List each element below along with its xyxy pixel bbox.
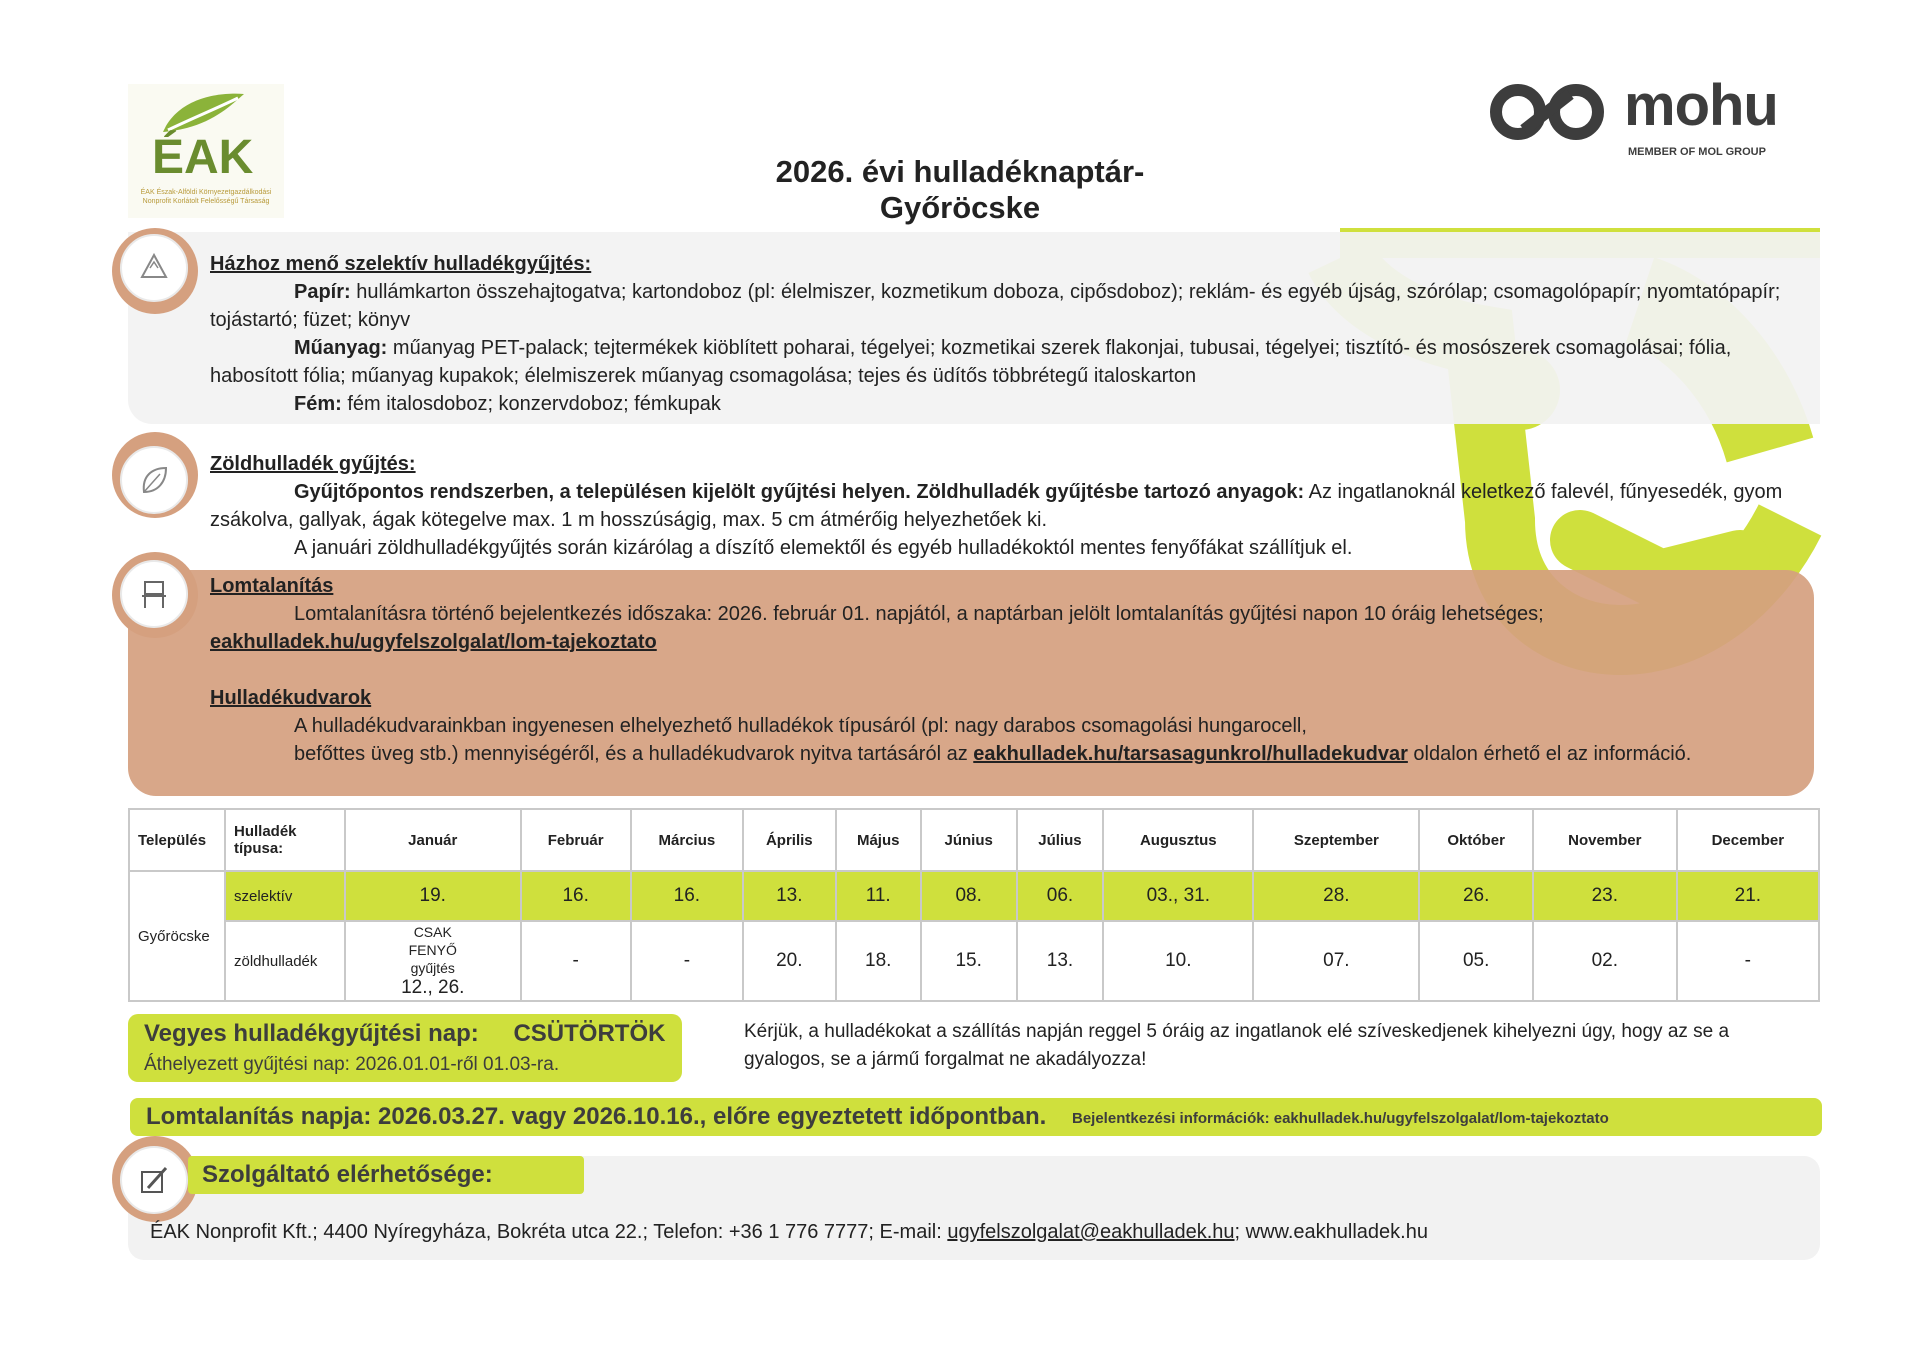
date-cell: -	[1677, 921, 1819, 1001]
plastic-line	[210, 334, 1805, 390]
document-pen-icon	[136, 1162, 172, 1198]
green-bold-text: Gyűjtőpontos rendszerben, a településen kijelölt gyűjtési helyen. Zöldhulladék gyűjtésbe tartozó anyagok:	[294, 481, 1305, 503]
month-header: Május	[836, 809, 921, 871]
eak-logo-subtitle: ÉAK Észak-Alföldi Környezetgazdálkodási Nonprofit Korlátolt Felelősségű Társaság	[140, 189, 272, 205]
month-header: Augusztus	[1103, 809, 1253, 871]
mohu-logo	[1484, 73, 1794, 160]
contact-heading-bar	[188, 1156, 584, 1194]
date-cell: 11.	[836, 871, 921, 921]
month-header: Április	[743, 809, 836, 871]
mohu-logo-text: mohu	[1624, 73, 1778, 138]
month-header: Június	[921, 809, 1017, 871]
paper-text: hullámkarton összehajtogatva; kartondoboz (pl: élelmiszer, kozmetikum doboza, cipősdoboz); reklám- és egyéb újság, szórólap; csomagolópapír; nyomtatópapír; tojástartó; füzet; könyv	[210, 281, 1781, 331]
bulky-day-main: Lomtalanítás napja: 2026.03.27. vagy 2026.10.16., előre egyeztetett időpontban.	[146, 1103, 1047, 1130]
paper-label: Papír:	[294, 281, 351, 303]
metal-label: Fém:	[294, 393, 342, 415]
mohu-logo-subtitle: MEMBER OF MOL GROUP	[1628, 146, 1766, 158]
plastic-text: műanyag PET-palack; tejtermékek kiöblített poharai, tégelyei; kozmetikai szerek flakonjai, tubusai, tégelyei; tisztító- és mosószerek csomagolásai; fólia, habosított fólia; műanyag kupakok; élelmiszerek műanyag csomagolása; tejes és üdítős többrétegű italoskarton	[210, 337, 1732, 387]
selective-heading: Házhoz menő szelektív hulladékgyűjtés:	[210, 253, 592, 275]
green-line	[210, 478, 1805, 534]
plastic-label: Műanyag:	[294, 337, 388, 359]
jan-green-note: CSAK FENYŐ gyűjtés	[408, 924, 457, 976]
date-cell: 13.	[1017, 921, 1104, 1001]
metal-line	[210, 390, 1805, 418]
date-cell: 07.	[1253, 921, 1419, 1001]
type-cell: zöldhulladék	[225, 921, 345, 1001]
date-cell: 26.	[1419, 871, 1533, 921]
collection-calendar-table	[128, 808, 1820, 1002]
date-cell-january-green	[345, 921, 521, 1001]
contact-line	[150, 1218, 1810, 1246]
recycle-icon-badge	[120, 234, 188, 302]
month-header: Szeptember	[1253, 809, 1419, 871]
eak-logo	[128, 84, 284, 218]
bulky-day-bar	[130, 1098, 1822, 1136]
yards-heading: Hulladékudvarok	[210, 687, 372, 709]
month-header: Július	[1017, 809, 1104, 871]
date-cell: 28.	[1253, 871, 1419, 921]
date-cell: 02.	[1533, 921, 1677, 1001]
mohu-infinity-icon	[1484, 80, 1612, 144]
yards-line2	[210, 740, 1805, 768]
leaf-logo-icon	[158, 88, 248, 136]
green-text: Az ingatlanoknál keletkező falevél, fűnyesedék, gyom zsákolva, gallyak, ágak kötegelve max. 1 m hosszúságig, max. 5 cm átmérőig helyezhetőek ki.	[210, 481, 1783, 531]
paper-line	[210, 278, 1805, 334]
date-cell: 20.	[743, 921, 836, 1001]
month-header: Január	[345, 809, 521, 871]
date-cell: 13.	[743, 871, 836, 921]
month-header: Március	[631, 809, 743, 871]
date-cell: 15.	[921, 921, 1017, 1001]
document-pen-icon-badge	[120, 1146, 188, 1214]
date-cell: 23.	[1533, 871, 1677, 921]
date-cell: 06.	[1017, 871, 1104, 921]
yards-text2: befőttes üveg stb.) mennyiségéről, és a hulladékudvarok nyitva tartásáról az	[294, 743, 968, 765]
calendar-header-row	[129, 809, 1819, 871]
page-title: 2026. évi hulladéknaptár- Győröcske	[775, 154, 1145, 225]
contact-email[interactable]: ugyfelszolgalat@eakhulladek.hu	[947, 1221, 1235, 1243]
selective-row	[129, 871, 1819, 921]
bulky-link[interactable]: eakhulladek.hu/ugyfelszolgalat/lom-tajekoztato	[210, 631, 657, 653]
selective-section	[210, 250, 1805, 418]
bulky-text: Lomtalanításra történő bejelentkezés időszaka: 2026. február 01. napjától, a naptárban jelölt lomtalanítás gyűjtési napon 10 óráig lehetséges;	[294, 603, 1544, 625]
recycle-icon	[136, 250, 172, 286]
mixed-day: CSÜTÖRTÖK	[513, 1020, 666, 1047]
green-heading: Zöldhulladék gyűjtés:	[210, 453, 416, 475]
date-cell: 21.	[1677, 871, 1819, 921]
date-cell: 05.	[1419, 921, 1533, 1001]
settlement-cell: Győröcske	[129, 871, 225, 1001]
contact-heading: Szolgáltató elérhetősége:	[202, 1161, 493, 1188]
eak-logo-text: ÉAK	[152, 131, 254, 184]
green-section	[210, 450, 1805, 562]
chair-icon-badge	[120, 560, 188, 628]
yards-text3: oldalon érhető el az információ.	[1407, 743, 1692, 765]
green-row	[129, 921, 1819, 1001]
date-cell: 18.	[836, 921, 921, 1001]
date-cell: 10.	[1103, 921, 1253, 1001]
date-cell: 19.	[345, 871, 521, 921]
yards-text1: A hulladékudvarainkban ingyenesen elhelyezhető hulladékok típusáról (pl: nagy darabos csomagolási hungarocell,	[294, 715, 1307, 737]
mixed-collection-box	[128, 1014, 682, 1082]
jan-green-dates: 12., 26.	[401, 977, 465, 998]
mixed-moved: Áthelyezett gyűjtési nap: 2026.01.01-ről 01.03-ra.	[144, 1054, 560, 1075]
chair-icon	[136, 576, 172, 612]
type-cell: szelektív	[225, 871, 345, 921]
month-header: December	[1677, 809, 1819, 871]
yards-link[interactable]: eakhulladek.hu/tarsasagunkrol/hulladekudvar	[973, 743, 1408, 765]
placement-notice: Kérjük, a hulladékokat a szállítás napján reggel 5 óráig az ingatlanok elé szíveskedjenek kihelyezni úgy, hogy az se a gyalogos, se a jármű forgalmat ne akadályozza!	[744, 1021, 1730, 1070]
date-cell: 08.	[921, 871, 1017, 921]
date-cell: -	[521, 921, 631, 1001]
col-type: Hulladék típusa:	[225, 809, 345, 871]
leaf-icon-badge	[120, 446, 188, 514]
bulky-section	[210, 572, 1805, 768]
month-header: Október	[1419, 809, 1533, 871]
mixed-line	[144, 1020, 665, 1048]
month-header: November	[1533, 809, 1677, 871]
contact-text: ÉAK Nonprofit Kft.; 4400 Nyíregyháza, Bokréta utca 22.; Telefon: +36 1 776 7777; E-mail:	[150, 1221, 942, 1243]
date-cell: 03., 31.	[1103, 871, 1253, 921]
date-cell: -	[631, 921, 743, 1001]
leaf-icon	[136, 462, 172, 498]
bulky-heading: Lomtalanítás	[210, 575, 334, 597]
bulky-day-small[interactable]: Bejelentkezési információk: eakhulladek.hu/ugyfelszolgalat/lom-tajekoztato	[1072, 1110, 1609, 1127]
green-january-text: A januári zöldhulladékgyűjtés során kizárólag a díszítő elemektől és egyéb hulladékoktól mentes fenyőfákat szállítjuk el.	[294, 537, 1353, 559]
col-settlement: Település	[129, 809, 225, 871]
mixed-label: Vegyes hulladékgyűjtési nap:	[144, 1020, 479, 1047]
contact-web[interactable]: ; www.eakhulladek.hu	[1234, 1221, 1428, 1243]
date-cell: 16.	[521, 871, 631, 921]
month-header: Február	[521, 809, 631, 871]
date-cell: 16.	[631, 871, 743, 921]
metal-text: fém italosdoboz; konzervdoboz; fémkupak	[347, 393, 721, 415]
